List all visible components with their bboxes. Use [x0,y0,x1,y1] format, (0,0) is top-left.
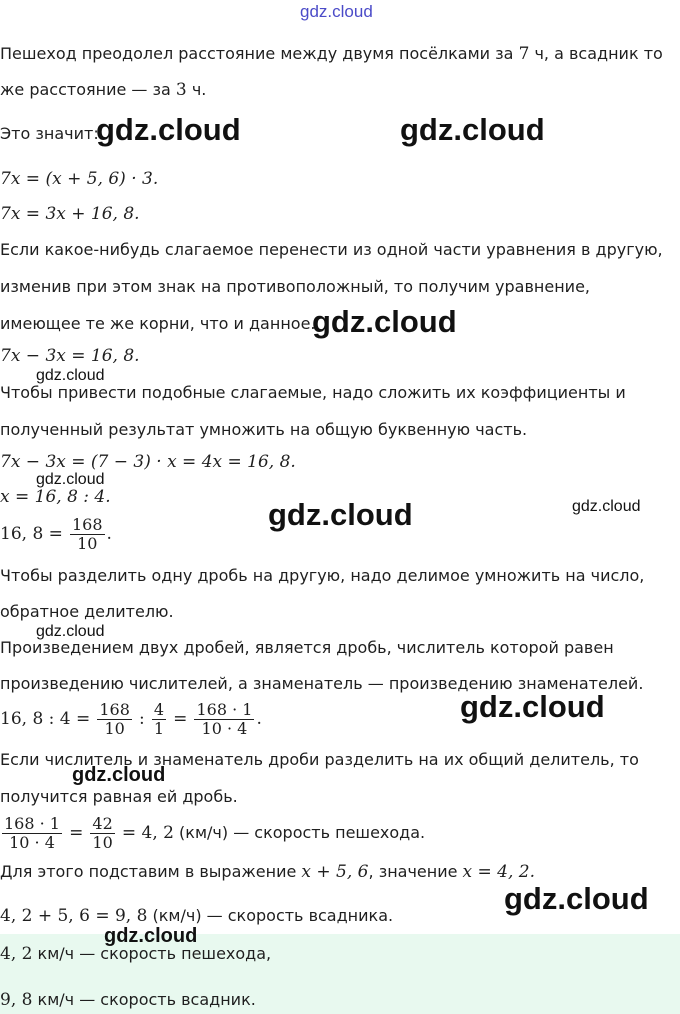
text-line-1: Пешеход преодолел расстояние между двумя посёлками за 7 ч, а всадник то [0,44,663,64]
text-line-3: Это значит: [0,124,99,143]
watermark: gdz.cloud [104,925,198,947]
text-line-2: же расстояние — за 3 ч. [0,80,207,100]
watermark-top: gdz.cloud [300,2,373,21]
watermark: gdz.cloud [312,304,457,339]
watermark: gdz.cloud [460,689,605,724]
watermark: gdz.cloud [36,367,105,384]
watermark: gdz.cloud [268,497,413,532]
equation-3: 7x − 3x = 16, 8. [0,346,140,366]
watermark: gdz.cloud [572,498,641,515]
watermark: gdz.cloud [96,112,241,147]
watermark: gdz.cloud [400,112,545,147]
text-line-7: Чтобы привести подобные слагаемые, надо сложить их коэффициенты и [0,383,626,402]
equation-5: x = 16, 8 : 4. [0,487,111,507]
text-line-6: имеющее те же корни, что и данное. [0,314,316,333]
answer-block [0,934,680,1014]
text-line-9: Чтобы разделить одну дробь на другую, надо делимое умножить на число, [0,566,645,585]
text-line-8: полученный результат умножить на общую буквенную часть. [0,420,528,439]
fraction: $\frac{168}{10}$ [99,700,130,738]
equation-6: 16, 8 = $\frac{168}{10}$ . [0,515,112,553]
fraction: $\frac{168 \cdot 1}{10 \cdot 4}$ [4,814,60,852]
fraction: $\frac{168}{10}$ [72,515,103,553]
text-line-15: Для этого подставим в выражение x + 5, 6, значение x = 4, 2. [0,862,536,882]
watermark: gdz.cloud [36,471,105,488]
fraction: $\frac{168 \cdot 1}{10 \cdot 4}$ [196,700,253,738]
equation-4: 7x − 3x = (7 − 3) · x = 4x = 16, 8. [0,452,296,472]
watermark: gdz.cloud [72,764,166,786]
equation-2: 7x = 3x + 16, 8. [0,204,140,224]
fraction: $\frac{4}{1}$ [153,700,165,738]
text-line-5: изменив при этом знак на противоположный, то получим уравнение, [0,277,591,296]
fraction: $\frac{42}{10}$ [92,814,113,852]
equation-7: 16, 8 : 4 = $\frac{168}{10}$ : $\frac{4}{1}$ = $\frac{168 \cdot 1}{10 \cdot 4}$ . [0,700,262,738]
text-line-10: обратное делителю. [0,602,174,621]
text-line-4: Если какое-нибудь слагаемое перенести из одной части уравнения в другую, [0,240,663,259]
text-line-11: Произведением двух дробей, является дробь, числитель которой равен [0,638,614,657]
text-line-13: Если числитель и знаменатель дроби разделить на их общий делитель, то [0,750,639,769]
watermark: gdz.cloud [36,623,105,640]
text-line-14: получится равная ей дробь. [0,787,238,806]
equation-8: $\frac{168 \cdot 1}{10 \cdot 4}$ = $\frac{42}{10}$ = 4, 2 (км/ч) — скорость пешехода. [4,814,426,852]
equation-9: 4, 2 + 5, 6 = 9, 8 (км/ч) — скорость всадника. [0,906,394,926]
text-line-12: произведению числителей, а знаменатель — произведению знаменателей. [0,674,644,693]
equation-1: 7x = (x + 5, 6) · 3. [0,169,159,189]
watermark: gdz.cloud [504,881,649,916]
answer-line-2: 9, 8 км/ч — скорость всадник. [0,990,256,1010]
answer-line-1: 4, 2 км/ч — скорость пешехода, [0,944,272,964]
